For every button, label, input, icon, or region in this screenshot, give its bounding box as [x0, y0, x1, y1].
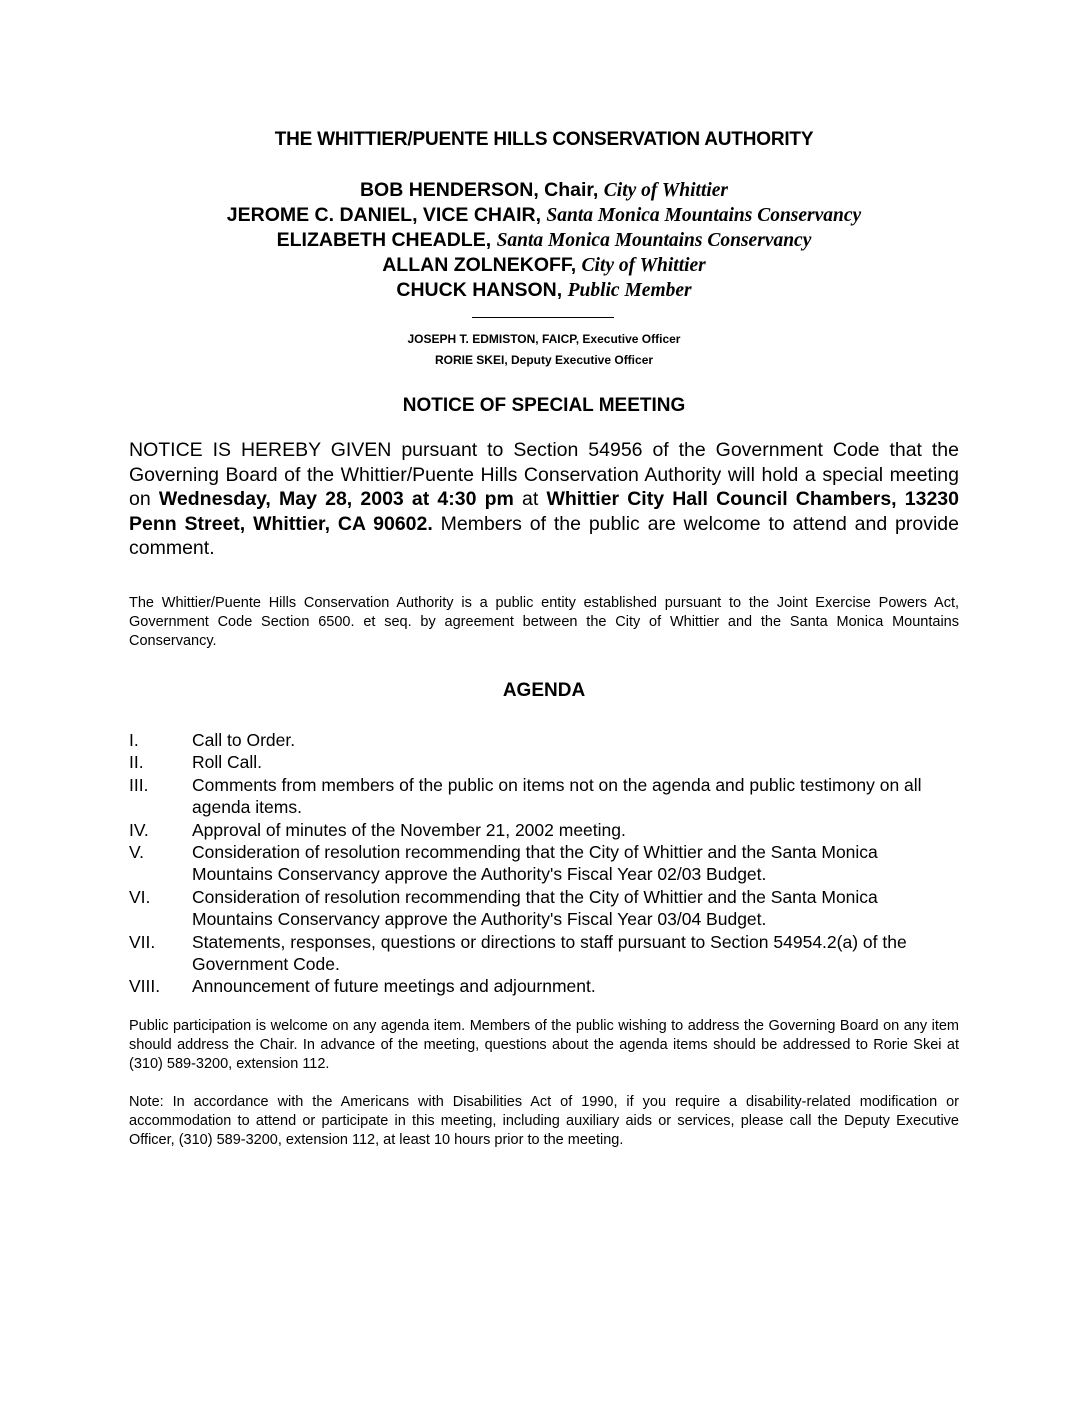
agenda-heading: AGENDA	[502, 680, 586, 701]
agenda-item	[129, 975, 959, 997]
notice-heading: NOTICE OF SPECIAL MEETING	[402, 395, 686, 416]
authority-description: The Whittier/Puente Hills Conservation Authority is a public entity established pursuant to the Joint Exercise Powers Act, Government Code Section 6500. et seq. by agreement between the City of Whittier and the Santa Monica Mountains Conservancy.	[129, 595, 959, 649]
board-member	[0, 178, 1088, 203]
officers	[0, 329, 1088, 371]
member-name: ALLAN ZOLNEKOFF	[382, 254, 571, 276]
agenda-item	[129, 931, 959, 976]
agenda-text: Statements, responses, questions or directions to staff pursuant to Section 54954.2(a) of the Government Code.	[192, 931, 907, 975]
public-participation-note: Public participation is welcome on any agenda item. Members of the public wishing to address the Governing Board on any item should address the Chair. In advance of the meeting, questions about the agenda items should be addressed to Rorie Skei at (310) 589-3200, extension 112.	[129, 1018, 959, 1072]
agenda-text: Comments from members of the public on items not on the agenda and public testimony on all agenda items.	[192, 774, 922, 818]
agenda-item	[129, 729, 959, 751]
agenda-text: Approval of minutes of the November 21, 2002 meeting.	[192, 819, 626, 840]
member-name: BOB HENDERSON	[359, 179, 534, 201]
agenda-item	[129, 841, 959, 886]
agenda-list	[129, 729, 959, 998]
meeting-date-time: Wednesday, May 28, 2003 at 4:30 pm	[158, 488, 514, 510]
member-role: ,	[556, 279, 563, 301]
meeting-location: Whittier City Hall Council Chambers, 13230 Penn Street, Whittier, CA 90602.	[129, 488, 959, 535]
agenda-number: VII.	[129, 931, 156, 952]
agenda-text: Call to Order.	[192, 730, 296, 750]
board-member	[0, 278, 1088, 303]
member-role: , VICE CHAIR,	[412, 204, 541, 226]
agenda-text: Roll Call.	[192, 752, 263, 773]
agenda-item	[129, 751, 959, 773]
member-affiliation: City of Whittier	[581, 255, 706, 276]
agenda-item	[129, 774, 959, 819]
agenda-item	[129, 886, 959, 931]
agenda-number: V.	[129, 842, 144, 863]
member-name: JEROME C. DANIEL	[226, 204, 413, 226]
board-member	[0, 228, 1088, 253]
member-affiliation: Public Member	[567, 280, 692, 301]
board-member	[0, 203, 1088, 228]
deputy-executive-officer: RORIE SKEI, Deputy Executive Officer	[434, 353, 654, 367]
member-affiliation: Santa Monica Mountains Conservancy	[546, 205, 862, 226]
member-role: ,	[485, 229, 492, 251]
divider	[472, 317, 614, 318]
member-affiliation: Santa Monica Mountains Conservancy	[496, 230, 812, 251]
agenda-number: IV.	[129, 819, 149, 840]
member-affiliation: City of Whittier	[603, 180, 729, 201]
ada-note: Note: In accordance with the Americans with Disabilities Act of 1990, if you require a disability-related modification or accommodation to attend or participate in this meeting, including auxiliary aids or services, please call the Deputy Executive Officer, (310) 589-3200, extension 112, at least 10 hours prior to the meeting.	[129, 1094, 959, 1148]
board-member	[0, 253, 1088, 278]
member-name: ELIZABETH CHEADLE	[276, 229, 486, 251]
member-role: , Chair,	[533, 179, 599, 201]
agenda-text: Consideration of resolution recommending that the City of Whittier and the Santa Monica Mountains Conservancy approve the Authority's Fiscal Year 02/03 Budget.	[192, 842, 878, 885]
agenda-number: VIII.	[129, 976, 161, 997]
agenda-number: I.	[129, 730, 139, 750]
member-name: CHUCK HANSON	[396, 279, 557, 301]
agenda-number: VI.	[129, 886, 151, 907]
agenda-text: Consideration of resolution recommending that the City of Whittier and the Santa Monica Mountains Conservancy approve the Authority's Fiscal Year 03/04 Budget.	[192, 886, 878, 930]
board-members	[0, 178, 1088, 303]
notice-closing: Members of the public are welcome to attend and provide comment.	[129, 512, 959, 559]
notice-intro: NOTICE IS HEREBY GIVEN pursuant to Section 54956 of the Government Code that the Governing Board of the Whittier/Puente Hills Conservation Authority will hold a special meeting on	[129, 439, 959, 510]
agenda-text: Announcement of future meetings and adjournment.	[192, 976, 596, 997]
notice-at: at	[513, 488, 547, 510]
executive-officer: JOSEPH T. EDMISTON, FAICP, Executive Officer	[407, 332, 681, 346]
agenda-item	[129, 819, 959, 841]
document-title: THE WHITTIER/PUENTE HILLS CONSERVATION AUTHORITY	[274, 129, 814, 150]
agenda-number: III.	[129, 774, 149, 795]
member-role: ,	[570, 254, 577, 276]
notice-paragraph	[129, 438, 959, 561]
agenda-number: II.	[129, 752, 144, 773]
